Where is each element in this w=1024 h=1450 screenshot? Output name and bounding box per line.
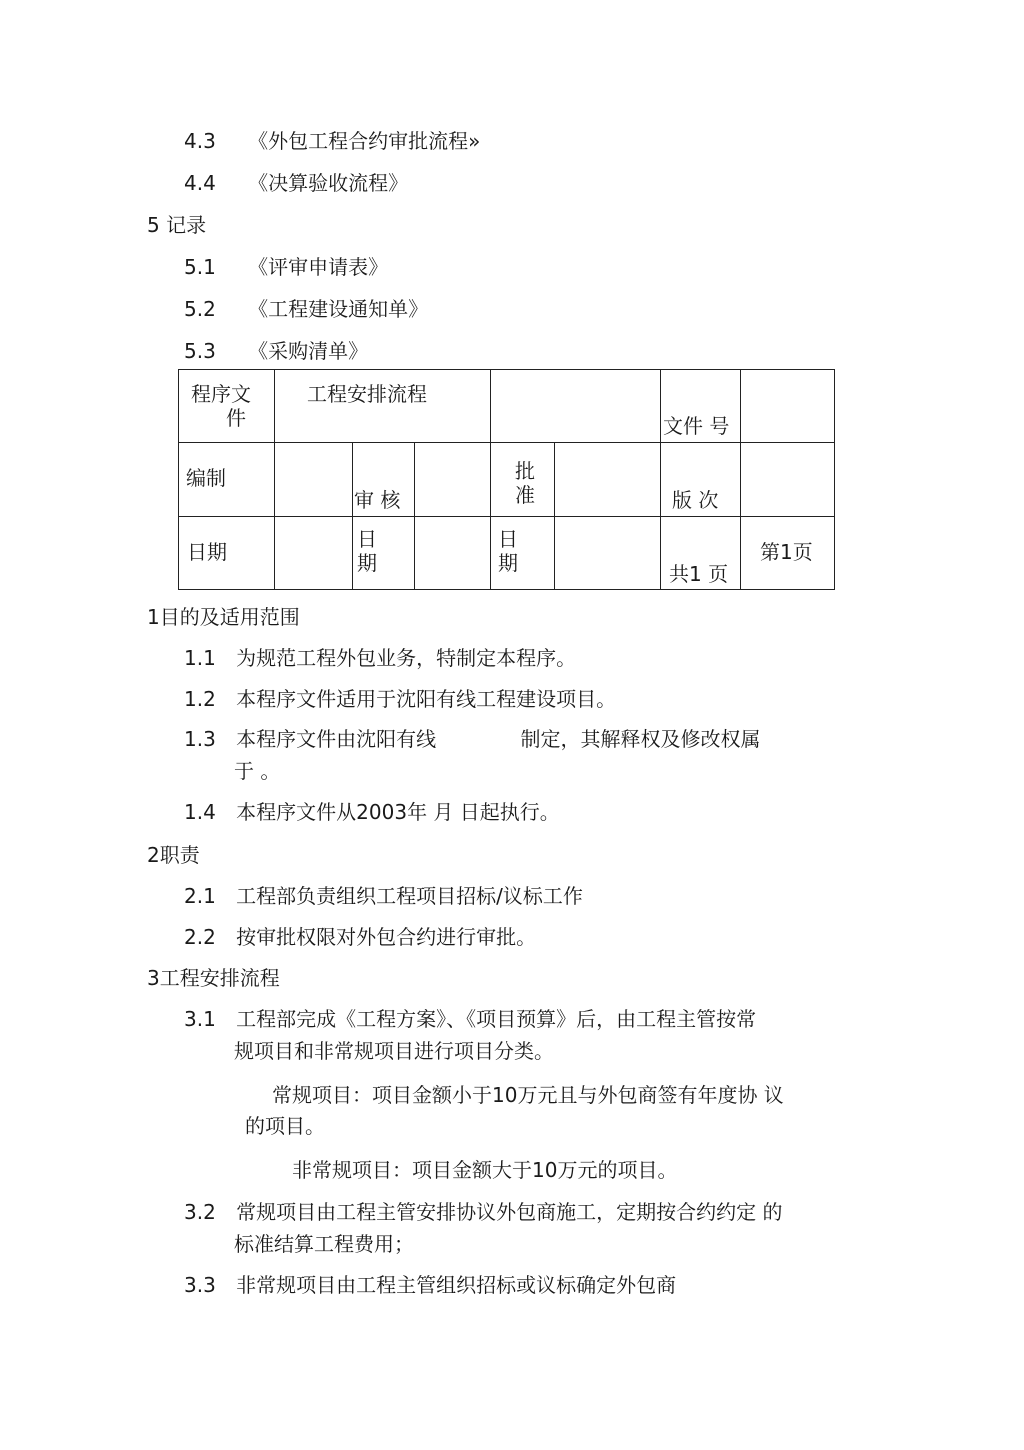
doc-title-cell [275, 370, 491, 443]
compile-label-cell [179, 443, 275, 517]
list-item [184, 643, 576, 673]
item-number: 5.2 [184, 297, 216, 321]
approve-label-line1: 批 [515, 459, 535, 483]
item-number: 1.1 [184, 646, 216, 670]
date-label-cell [179, 517, 275, 590]
section-heading: 2职责 [147, 843, 200, 867]
item-text-wrap: 标准结算工程费用； [234, 1232, 414, 1256]
doc-no-label-cell [661, 370, 741, 443]
approve-label-cell [491, 443, 555, 517]
item-text-wrap: 规项目和非常规项目进行项目分类。 [234, 1039, 554, 1063]
item-number: 3.3 [184, 1273, 216, 1297]
section-heading: 5 记录 [147, 213, 207, 237]
item-text: 工程部完成《工程方案》、《项目预算》后，由工程主管按常 [236, 1007, 757, 1031]
date3-value-cell [555, 517, 661, 590]
list-item [184, 724, 761, 754]
list-item [184, 252, 388, 282]
page-no: 第1页 [760, 540, 813, 564]
item-text: 《决算验收流程》 [248, 171, 409, 195]
compile-label: 编制 [186, 466, 226, 490]
total-pages-cell [661, 517, 741, 590]
section-heading: 3工程安排流程 [147, 966, 280, 990]
program-doc-label-line1: 程序文 [191, 382, 251, 406]
item-text: 《工程建设通知单》 [248, 297, 429, 321]
list-item [184, 126, 480, 156]
version-label: 版 次 [672, 488, 719, 512]
date3-label-cell [491, 517, 555, 590]
list-item [184, 168, 408, 198]
item-text: 《评审申请表》 [248, 255, 389, 279]
section-heading: 1目的及适用范围 [147, 605, 300, 629]
date2-value-cell [415, 517, 491, 590]
item-text: 《采购清单》 [248, 339, 369, 363]
document-header-table [178, 369, 835, 590]
version-value-cell [741, 443, 835, 517]
item-text: 常规项目由工程主管安排协议外包商施工，定期按合约约定 的 [236, 1200, 783, 1224]
irregular-project-definition: 非常规项目：项目金额大于10万元的项目。 [292, 1158, 678, 1182]
compile-value-cell [275, 443, 353, 517]
program-doc-label-line2: 件 [226, 406, 246, 430]
item-text: 《外包工程合约审批流程» [248, 129, 481, 153]
item-number: 2.1 [184, 884, 216, 908]
regular-project-definition: 常规项目：项目金额小于10万元且与外包商签有年度协 议 [272, 1083, 784, 1107]
date3-label-line2: 期 [498, 551, 518, 575]
list-item [184, 922, 536, 952]
doc-no-value-cell [741, 370, 835, 443]
approve-value-cell [555, 443, 661, 517]
item-text-wrap: 于 。 [234, 759, 281, 783]
item-text: 工程部负责组织工程项目招标/议标工作 [236, 884, 583, 908]
program-doc-cell [179, 370, 275, 443]
item-number: 4.4 [184, 171, 216, 195]
item-text: 本程序文件从2003年 月 日起执行。 [236, 800, 560, 824]
list-item [184, 294, 428, 324]
review-value-cell [415, 443, 491, 517]
doc-title: 工程安排流程 [307, 382, 427, 406]
item-text: 本程序文件由沈阳有线 [236, 727, 437, 751]
item-number: 5.3 [184, 339, 216, 363]
date2-label-line2: 期 [357, 551, 377, 575]
review-label-cell [353, 443, 415, 517]
item-number: 3.2 [184, 1200, 216, 1224]
item-text-continued: 制定，其解释权及修改权属 [520, 727, 761, 751]
list-item [184, 797, 560, 827]
list-item [184, 684, 616, 714]
item-text: 非常规项目由工程主管组织招标或议标确定外包商 [236, 1273, 677, 1297]
total-pages: 共1 页 [669, 562, 729, 586]
list-item [184, 1004, 756, 1034]
review-label: 审 核 [354, 488, 401, 512]
item-text: 为规范工程外包业务，特制定本程序。 [236, 646, 577, 670]
date-label: 日期 [187, 540, 227, 564]
list-item [184, 881, 583, 911]
date2-label-line1: 日 [357, 527, 377, 551]
regular-project-definition-wrap: 的项目。 [245, 1114, 325, 1138]
date2-label-cell [353, 517, 415, 590]
item-text: 本程序文件适用于沈阳有线工程建设项目。 [236, 687, 617, 711]
item-number: 4.3 [184, 129, 216, 153]
blank-cell [491, 370, 661, 443]
item-number: 1.3 [184, 727, 216, 751]
page-no-cell [741, 517, 835, 590]
date3-label-line1: 日 [498, 527, 518, 551]
date-value-cell [275, 517, 353, 590]
item-number: 1.4 [184, 800, 216, 824]
item-number: 5.1 [184, 255, 216, 279]
list-item [184, 336, 368, 366]
doc-no-label: 文件 号 [663, 414, 730, 438]
item-number: 3.1 [184, 1007, 216, 1031]
item-text: 按审批权限对外包合约进行审批。 [236, 925, 537, 949]
item-number: 1.2 [184, 687, 216, 711]
approve-label-line2: 准 [515, 483, 535, 507]
item-number: 2.2 [184, 925, 216, 949]
list-item [184, 1270, 676, 1300]
list-item [184, 1197, 783, 1227]
version-label-cell [661, 443, 741, 517]
